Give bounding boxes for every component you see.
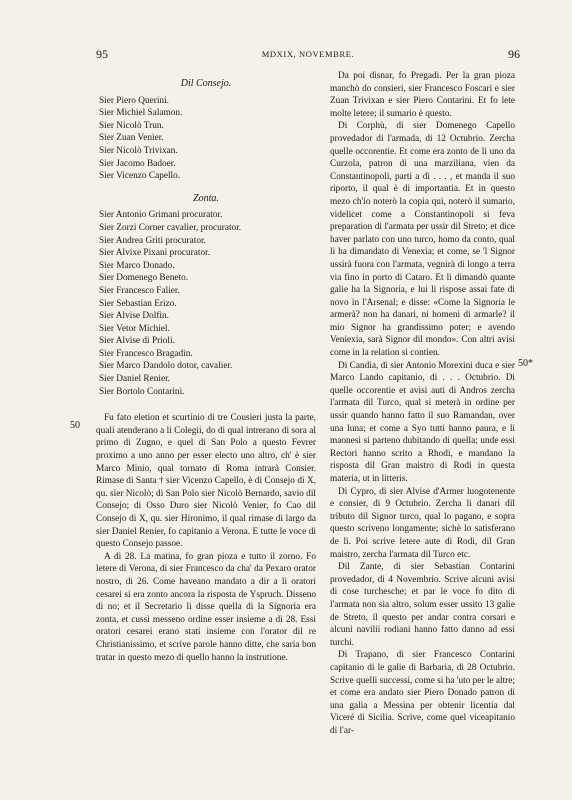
list-item: Sier Nicolò Trun. — [99, 120, 164, 131]
running-header — [96, 47, 520, 63]
paragraph: Di Cypro, di sier Alvise d'Armer luogotenente e consier, di 9 Octubrio. Zercha li danari dil tributo dil Signor turco, qual lo pagano, e sopra questo scriveno longamente; sichè lo satisferano de lì. Poi scrive letere aute di Rodi, dil Gran maistro, zercha l'armata dil Turco etc. — [330, 486, 515, 560]
list-item: Sier Zuan Venier. — [99, 133, 164, 144]
list-item: Sier Marco Donado. — [99, 260, 175, 271]
list-item: Sier Francesco Falier. — [99, 285, 180, 296]
list-item: Sier Alvise Dolfin. — [99, 311, 169, 322]
left-column — [96, 70, 316, 664]
list-item: Sier Marco Dandolo dotor, cavalier. — [99, 361, 233, 372]
list-item: Sier Bortolo Contarini. — [99, 386, 185, 397]
paragraph: Dil Zante, di sier Sebastian Contarini provedador, di 4 Novembrio. Scrive alcuni avisi di cose turchesche; et par le voce fo dito di l'armata non sia altro, solum esser ussito 13 galie de Streto, il questo per andar contra corsari e alcuni navilii rodiani hanno fatto danno ad essi turchi. — [330, 562, 515, 648]
list-item: Sier Domenego Beneto. — [99, 273, 189, 284]
list-item: Sier Alvise di Prioli. — [99, 336, 175, 347]
paragraph: Fu fato eletion et scurtinio di tre Cousieri justa la parte, quali atenderano a li Colegii, do di qual intrerano di sora al primo di Zugno, e quel di San Polo a questo Fevrer proximo a uno anno per esser electo uno altro, ch' è sier Marco Minio, qual tornato di Roma intrarà Consier. Rimase di Santa † sier Vicenzo Capello, è di Consejo di X, qu. sier Nicolò; di San Polo sier Nicolò Bernardo, savio dil Consejo; di Osso Duro sier Nicolò Venier, fo Cao dil Consejo di X, qu. sier Hironimo, il qual rimase di largo da sier Daniel Renier, fo capitanio a Verona. E tutte le voce di questo Consejo passoe. — [96, 413, 316, 550]
page-number-left: 95 — [96, 47, 108, 61]
right-column — [330, 70, 515, 737]
paragraph: Di Trapano, di sier Francesco Contarini capitanio di le galie di Barbaria, di 28 Octubrio. Scrive quelli successi, come si ha 'uto per le altre; et come era andato sier Piero Donado patron di una galia a Messina per obtenir licentia dal Viceré di Sicilia. Scrive, come quel viceapitanio di l'ar- — [330, 650, 515, 736]
list-item: Sier Piero Querini. — [99, 95, 169, 106]
list-item: Sier Antonio Grimani procurator. — [99, 210, 223, 221]
page-number-right: 96 — [508, 47, 520, 61]
list-item: Sier Michiel Salamon. — [99, 108, 183, 119]
zonta-heading: Zonta. — [193, 192, 219, 204]
list-item: Sier Zorzi Corner cavalier, procurator. — [99, 222, 242, 233]
list-item: Sier Daniel Renier. — [99, 374, 170, 385]
zonta-list — [96, 209, 316, 398]
running-title: MDXIX, NOVEMBRE. — [261, 49, 355, 59]
list-item: Sier Vetor Michiel. — [99, 323, 170, 334]
list-item: Sier Alvixe Pixani procurator. — [99, 248, 211, 259]
list-item: Sier Jacomo Badoer. — [99, 158, 176, 169]
consejo-heading: Dil Consejo. — [180, 78, 232, 89]
paragraph: A dì 28. La matina, fo gran pioza e tutto il zorno. Fo letere di Verona, di sier Francesco da cha' da Pexaro orator nostro, di 26. Come haveano mandato a dir a li oratori cesarei si era zonto ancora la risposta de Yspruch. Disseno di no; et il Secretario li disse quella di la Signoria era zonta, et cussì messeno ordine esser insieme a dì 28. Essi oratori cesarei erano stati insieme con l'orator dil re Christianissimo, et scrive parole hanno ditte, che saria bon tratar in questo mezo di quello hanno la instrutione. — [96, 551, 316, 663]
margin-number-left: 50 — [70, 420, 80, 431]
list-item: Sier Sebastian Erizo. — [99, 298, 177, 309]
list-item: Sier Vicenzo Capello. — [99, 171, 181, 182]
list-item: Sier Francesco Bragadin. — [99, 348, 193, 359]
paragraph: Di Corphù, di sier Domenego Capello provedador di l'armada, di 12 Octubrio. Zercha quelle occorentie. Et come era zonto de lì uno da Curzola, patron di una marziliana, vien da Constantinopoli, parti a dì . . . , et manda il suo riporto, il qual è di importantia. Et in questo mezo ch'io noterò la copia qui, noterò il sumario, videlicet come a Constantinopoli si feva preparation di l'armata per ussir dil Streto; et dice haver parlato con uno turco, homo da conto, qual li ha dimandato di Venexia; et come, se 'l Signor ussirà fuora con l'armata, vegnirà di longo a terra via fino in porto di Cataro. Et li dimandò quante galie ha la Signoria, e lui li rispose assai fate di novo in l'Arsenal; e disse: «Come la Signoria le armerà? non ha danari, ni homeni di armarle? il mio Signor ha grandissimo poter; e avendo Veniexia, sarà Signor dil mondo». Con altri avisi come in la relation si contien. — [330, 121, 515, 359]
list-item: Sier Nicolò Trivixan. — [99, 145, 178, 156]
paragraph: Da poi disnar, fo Pregadi. Per la gran pioza manchò do consieri, sier Francesco Foscari e sier Zuan Trivixan e sier Piero Contarini. Et fo lete molte letere; il sumario è questo. — [330, 71, 515, 119]
paragraph: Di Candia, di sier Antonio Morexini duca e sier Marco Lando capitanio, di . . . Octubrio. Di quelle occorentie et avisi auti di Andros zercha l'armata dil Turco, qual si meterà in ordine per ussir quando hanno fatto il suo Ramandan, over una luna; et come a Syo tutti hanno paura, e li maonesi si parteno dubitando di quella; unde essi Rectori hanno scrito a Rhodi, e mandano la risposta dil Gran maistro di Rodi in questa materia, ut in litteris. — [330, 360, 515, 484]
list-item: Sier Andrea Griti procurator. — [99, 235, 206, 246]
margin-number-right: 50* — [518, 358, 533, 369]
consejo-list — [96, 95, 316, 183]
